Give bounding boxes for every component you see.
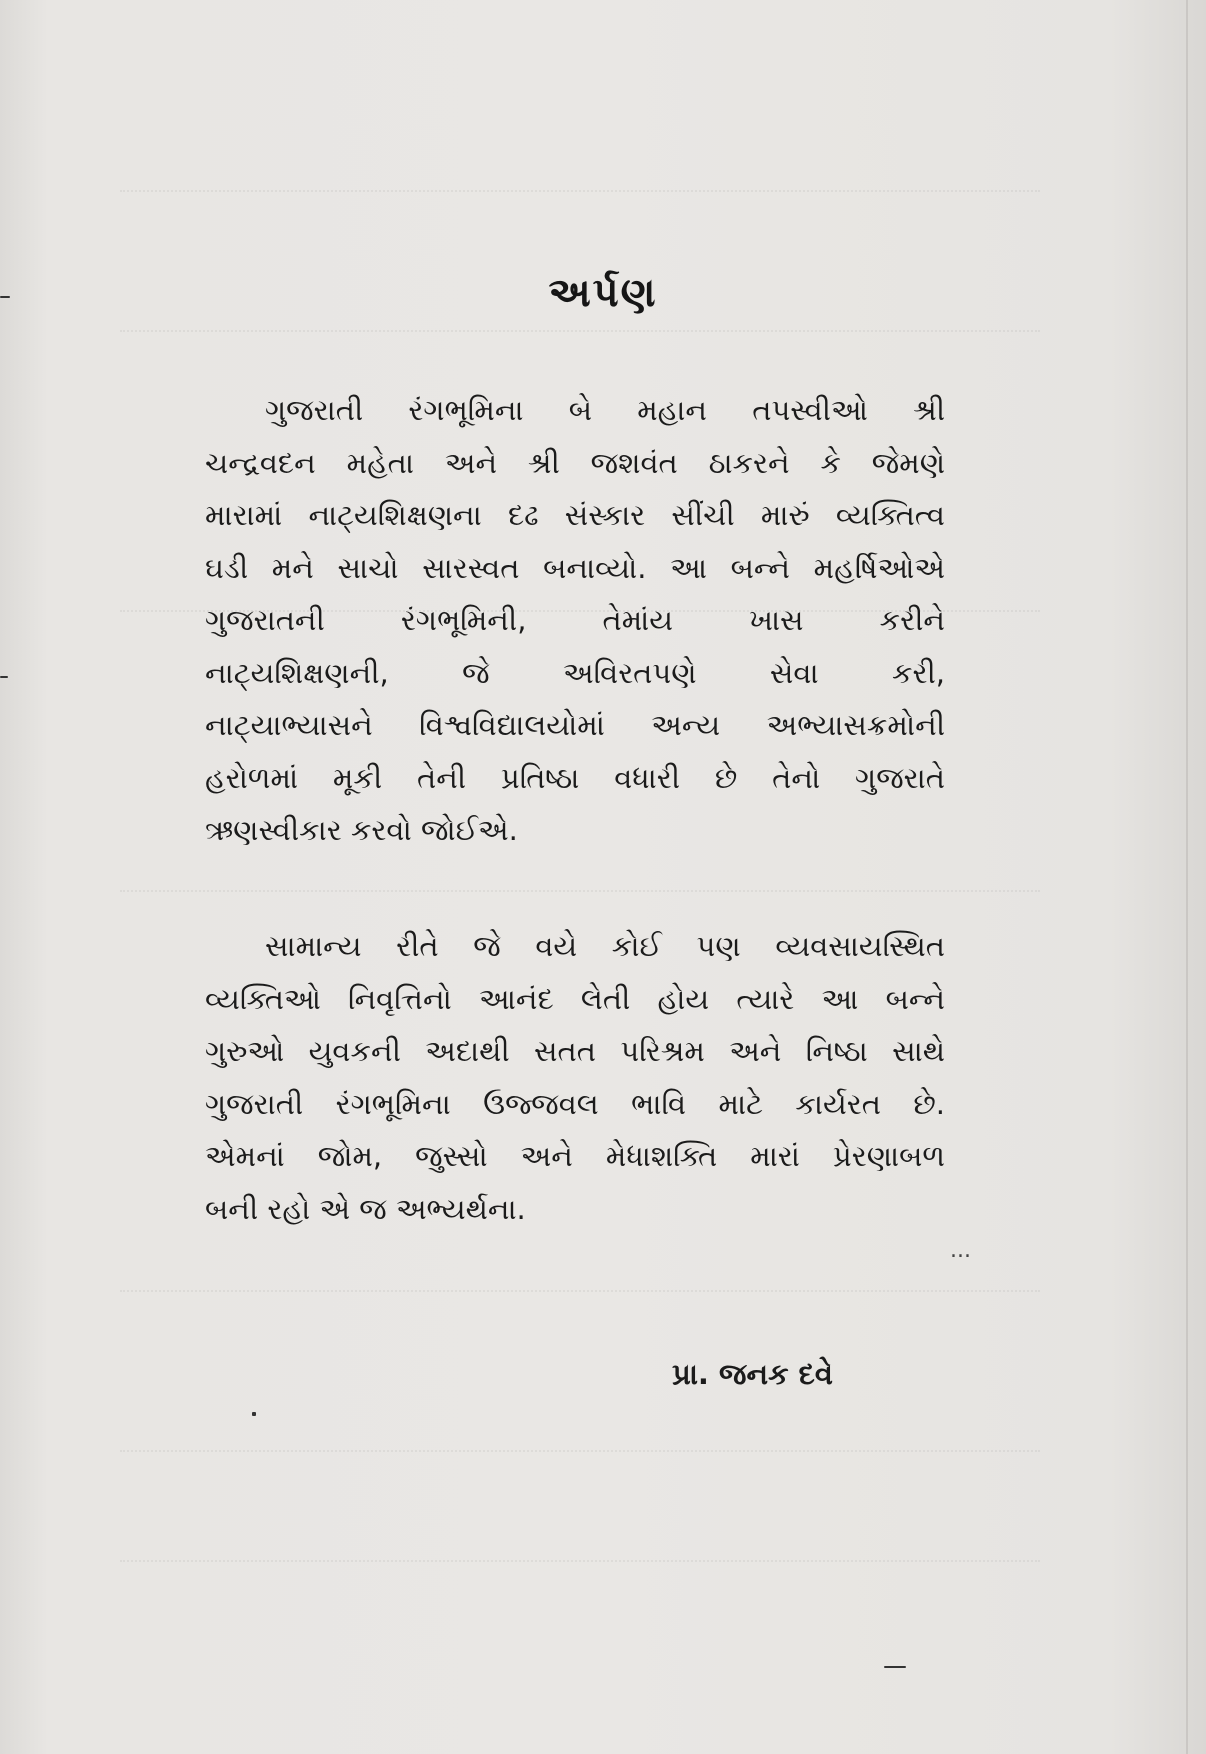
paragraph-line: ગુરુઓ યુવકની અદાથી સતત પરિશ્રમ અને નિષ્ઠા સાથે <box>205 1034 945 1068</box>
paragraph-line: એમનાં જોમ, જુસ્સો અને મેધાશક્તિ મારાં પ્રેરણાબળ <box>205 1139 945 1173</box>
trailing-mark: ... <box>950 1238 971 1263</box>
paragraph-line: ગુજરાતી રંગભૂમિના બે મહાન તપસ્વીઓ શ્રી <box>265 393 945 427</box>
bleed-through-line <box>120 890 1040 902</box>
page-edge <box>1186 0 1188 1754</box>
scan-speck <box>884 1666 906 1668</box>
paragraph-line: નાટ્યશિક્ષણની, જે અવિરતપણે સેવા કરી, <box>205 655 945 690</box>
paragraph-line: સામાન્ય રીતે જે વયે કોઈ પણ વ્યવસાયસ્થિત <box>265 929 945 963</box>
paragraph-line: વ્યક્તિઓ નિવૃત્તિનો આનંદ લેતી હોય ત્યારે આ બન્ને <box>205 981 945 1016</box>
scan-speck <box>252 1412 256 1416</box>
margin-mark <box>0 676 8 678</box>
page-title: અર્પણ <box>548 270 658 316</box>
bleed-through-line <box>120 330 1040 342</box>
paragraph-line: ઘડી મને સાચો સારસ્વત બનાવ્યો. આ બન્ને મહર્ષિઓએ <box>205 550 945 585</box>
paragraph-line: નાટ્યાભ્યાસને વિશ્વવિદ્યાલયોમાં અન્ય અભ્યાસક્રમોની <box>205 708 945 742</box>
bleed-through-line <box>120 1560 1040 1572</box>
bleed-through-line <box>120 1450 1040 1462</box>
paragraph-line: ગુજરાતી રંગભૂમિના ઉજ્જવલ ભાવિ માટે કાર્યરત છે. <box>205 1086 945 1121</box>
paragraph-line: ચન્દ્રવદન મહેતા અને શ્રી જશવંત ઠાકરને કે જેમણે <box>205 445 945 480</box>
paragraph-line: મારામાં નાટ્યશિક્ષણના દઢ સંસ્કાર સીંચી મારું વ્યક્તિત્વ <box>205 498 945 532</box>
author-signature: પ્રા. જનક દવે <box>672 1357 833 1391</box>
dedication-paragraph-2 <box>205 920 945 1235</box>
paragraph-line: ઋણસ્વીકાર કરવો જોઈએ. <box>205 813 518 847</box>
paragraph-line: ગુજરાતની રંગભૂમિની, તેમાંય ખાસ કરીને <box>205 603 945 637</box>
dedication-paragraph-1 <box>205 384 945 857</box>
paragraph-line: હરોળમાં મૂકી તેની પ્રતિષ્ઠા વધારી છે તેનો ગુજરાતે <box>205 760 945 795</box>
margin-mark <box>0 296 10 298</box>
bleed-through-line <box>120 190 1040 202</box>
paragraph-line: બની રહો એ જ અભ્યર્થના. <box>205 1191 526 1226</box>
bleed-through-line <box>120 1290 1040 1302</box>
